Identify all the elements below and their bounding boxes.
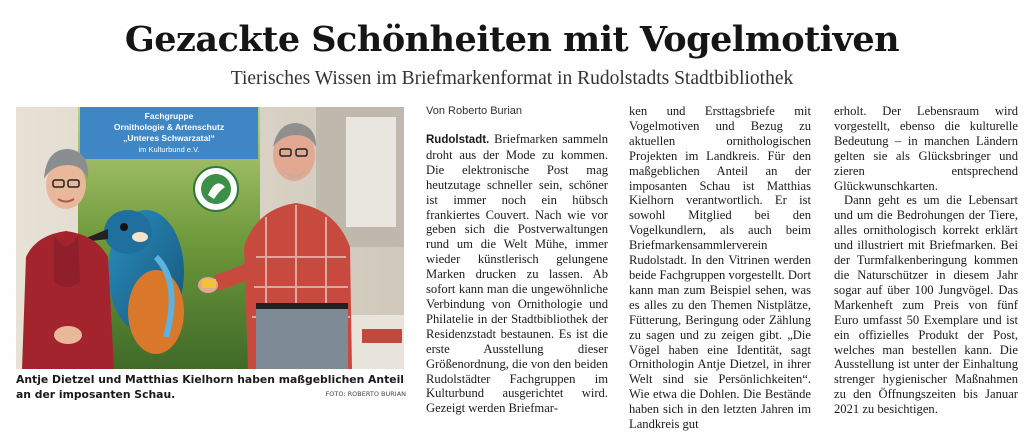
club-logo-icon: [194, 167, 238, 211]
paragraph-1: [426, 132, 608, 416]
dateline: Rudolstadt.: [426, 134, 490, 146]
banner-line1: Fachgruppe: [144, 111, 194, 121]
article-column-3: [834, 104, 1018, 417]
paragraph-1-text: Briefmarken sammeln droht aus der Mode zu kommen. Die elektronische Post mag heutzutage schneller sein, schöner ist immer noch ein hübsch frankiertes Couvert. Nach wie vor geben sich die Postverwaltungen rund um die Welt Mühe, immer wieder künstlerisch gelungene Marken drucken zu lassen. Ab sofort kann man die ungewöhnliche Verbindung von Ornithologie und Philatelie in der Stadtbibliothek der Residenzstadt bestaunen. Es ist die erste Ausstellung dieser Größenordnung, die von den beiden Rudolstädter Fachgruppen im Kulturbund ausgerichtet wird. Gezeigt werden Briefmar-: [426, 132, 608, 416]
stamp-booklet: [202, 279, 216, 288]
paragraph-4: Dann geht es um die Lebensart und um die Bedrohungen der Tiere, alles ornithologisch korrekt erklärt und illustriert mit Briefmarken. Bei der Turmfalkenberingung kommen die Naturschützer in diesem Jahr sogar auf über 100 Jungvögel. Das Markenheft zum Preis von fünf Euro umfasst 50 Exemplare und ist ein offizielles Produkt der Post, welches man bestellen kann. Die Ausstellung ist unter der Einhaltung strenger hygienischer Maßnahmen zu den Öffnungszeiten bis Januar 2021 zu besichtigen.: [834, 193, 1018, 417]
article-column-1: [426, 104, 608, 416]
byline: Von Roberto Burian: [426, 105, 523, 117]
article-subheadline: Tierisches Wissen im Briefmarkenformat in Rudolstadts Stadtbibliothek: [230, 68, 794, 89]
banner-line2: Ornithologie & Artenschutz: [113, 122, 225, 132]
paragraph-2: ken und Ersttagsbriefe mit Vogelmotiven und Bezug zu aktuellen ornithologischen Projekten im Landkreis. Für den maßgeblichen Anteil an der imposanten Schau ist Matthias Kielhorn verantwortlich. Er ist sowohl Mitglied bei den Vogelkundlern, als auch beim Briefmarkensammlerverein Rudolstadt. In den Vitrinen werden beide Fachgruppen vorgestellt. Dort kann man zum Beispiel sehen, was es alles zu den Themen Nistplätze, Fütterung, Beringung oder Zählung zu sagen und zu zeigen gibt. „Die Vögel haben eine Identität, sagt Ornithologin Antje Dietzel, in ihrer Welt sind sie Persönlichkeiten“. Wie etwa die Dohlen. Die Bestände haben sich in den letzten Jahren im Landkreis gut: [629, 104, 811, 432]
article-column-2: [629, 104, 811, 432]
article-photo: [16, 107, 404, 369]
banner-line4: im Kulturbund e.V.: [138, 145, 200, 154]
photo-caption: [16, 372, 406, 402]
banner-line3: „Unteres Schwarzatal“: [123, 133, 215, 143]
paragraph-3: erholt. Der Lebensraum wird vorgestellt, ebenso die kulturelle Bedeutung – in manchen Ländern gelten sie als Glücksbringer und zieren entsprechend Glückwunschkarten.: [834, 104, 1018, 193]
photo-credit: FOTO: ROBERTO BURIAN: [325, 390, 406, 398]
caption-text: Antje Dietzel und Matthias Kielhorn haben maßgeblichen Anteil an der imposanten Schau.: [16, 373, 404, 401]
article-headline: Gezackte Schönheiten mit Vogelmotiven: [124, 19, 900, 60]
